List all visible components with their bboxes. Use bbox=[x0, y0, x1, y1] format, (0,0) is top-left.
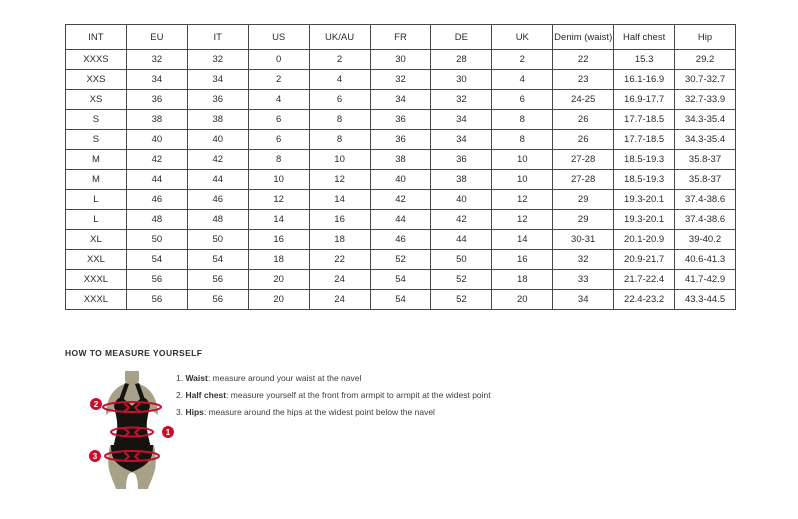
table-cell: 16.9-17.7 bbox=[614, 90, 675, 110]
step-number: 1. bbox=[176, 373, 186, 383]
table-cell: 29 bbox=[553, 210, 614, 230]
table-cell: 14 bbox=[492, 230, 553, 250]
table-cell: XXXL bbox=[66, 290, 127, 310]
table-cell: 10 bbox=[492, 170, 553, 190]
table-cell: 2 bbox=[492, 50, 553, 70]
table-cell: 38 bbox=[370, 150, 431, 170]
table-cell: 34 bbox=[187, 70, 248, 90]
table-cell: 50 bbox=[126, 230, 187, 250]
table-cell: 33 bbox=[553, 270, 614, 290]
step-text: : measure around your waist at the navel bbox=[207, 373, 362, 383]
waist-badge-number: 1 bbox=[165, 428, 171, 437]
size-chart-header-row bbox=[66, 25, 736, 50]
table-cell: 20 bbox=[492, 290, 553, 310]
table-cell: 40 bbox=[187, 130, 248, 150]
table-cell: 22 bbox=[309, 250, 370, 270]
bust-badge-number: 2 bbox=[93, 400, 99, 409]
table-cell: 18 bbox=[248, 250, 309, 270]
table-row bbox=[66, 250, 736, 270]
table-cell: 39-40.2 bbox=[675, 230, 736, 250]
table-cell: 20 bbox=[248, 290, 309, 310]
table-cell: 42 bbox=[431, 210, 492, 230]
table-cell: 50 bbox=[187, 230, 248, 250]
table-cell: 10 bbox=[248, 170, 309, 190]
table-cell: 40 bbox=[431, 190, 492, 210]
table-row bbox=[66, 50, 736, 70]
table-cell: 40 bbox=[126, 130, 187, 150]
table-cell: 42 bbox=[187, 150, 248, 170]
table-cell: 18 bbox=[492, 270, 553, 290]
table-cell: 14 bbox=[248, 210, 309, 230]
table-cell: 48 bbox=[187, 210, 248, 230]
table-cell: 22.4-23.2 bbox=[614, 290, 675, 310]
table-cell: 56 bbox=[126, 270, 187, 290]
column-header: UK/AU bbox=[309, 25, 370, 50]
table-cell: 21.7-22.4 bbox=[614, 270, 675, 290]
table-cell: 10 bbox=[309, 150, 370, 170]
table-cell: 16.1-16.9 bbox=[614, 70, 675, 90]
table-cell: 18 bbox=[309, 230, 370, 250]
measure-step bbox=[176, 408, 596, 417]
table-cell: 44 bbox=[370, 210, 431, 230]
table-cell: 18.5-19.3 bbox=[614, 150, 675, 170]
table-cell: 38 bbox=[431, 170, 492, 190]
table-row bbox=[66, 210, 736, 230]
table-cell: 22 bbox=[553, 50, 614, 70]
table-cell: 14 bbox=[309, 190, 370, 210]
table-cell: 8 bbox=[309, 130, 370, 150]
step-number: 2. bbox=[176, 390, 186, 400]
table-cell: 52 bbox=[431, 290, 492, 310]
table-cell: 38 bbox=[187, 110, 248, 130]
table-cell: 34.3-35.4 bbox=[675, 110, 736, 130]
step-number: 3. bbox=[176, 407, 186, 417]
column-header: FR bbox=[370, 25, 431, 50]
table-row bbox=[66, 150, 736, 170]
table-cell: 54 bbox=[370, 270, 431, 290]
step-label: Half chest bbox=[185, 390, 227, 400]
measure-steps bbox=[176, 374, 596, 425]
column-header: Hip bbox=[675, 25, 736, 50]
table-cell: 12 bbox=[248, 190, 309, 210]
table-cell: 48 bbox=[126, 210, 187, 230]
step-label: Waist bbox=[185, 373, 208, 383]
table-cell: 4 bbox=[248, 90, 309, 110]
column-header: Half chest bbox=[614, 25, 675, 50]
table-cell: 8 bbox=[492, 130, 553, 150]
table-cell: XS bbox=[66, 90, 127, 110]
table-cell: 32.7-33.9 bbox=[675, 90, 736, 110]
table-cell: 32 bbox=[370, 70, 431, 90]
mannequin-illustration bbox=[84, 371, 180, 489]
table-cell: 17.7-18.5 bbox=[614, 130, 675, 150]
mannequin-figure bbox=[84, 371, 180, 489]
table-cell: 46 bbox=[126, 190, 187, 210]
table-cell: S bbox=[66, 130, 127, 150]
table-cell: 20.9-21.7 bbox=[614, 250, 675, 270]
table-cell: 56 bbox=[126, 290, 187, 310]
table-cell: 8 bbox=[248, 150, 309, 170]
table-cell: 19.3-20.1 bbox=[614, 210, 675, 230]
table-cell: 36 bbox=[187, 90, 248, 110]
table-cell: 37.4-38.6 bbox=[675, 190, 736, 210]
table-cell: 32 bbox=[431, 90, 492, 110]
table-cell: 54 bbox=[370, 290, 431, 310]
table-row bbox=[66, 290, 736, 310]
measure-step bbox=[176, 374, 596, 383]
table-cell: 37.4-38.6 bbox=[675, 210, 736, 230]
table-cell: 34 bbox=[126, 70, 187, 90]
step-text: : measure yourself at the front from armpit to armpit at the widest point bbox=[226, 390, 491, 400]
table-cell: 30-31 bbox=[553, 230, 614, 250]
table-cell: 28 bbox=[431, 50, 492, 70]
table-cell: 34 bbox=[553, 290, 614, 310]
table-cell: 29 bbox=[553, 190, 614, 210]
table-cell: M bbox=[66, 170, 127, 190]
table-cell: 24-25 bbox=[553, 90, 614, 110]
table-cell: 34 bbox=[370, 90, 431, 110]
table-cell: 26 bbox=[553, 130, 614, 150]
table-cell: 34 bbox=[431, 110, 492, 130]
table-cell: 44 bbox=[187, 170, 248, 190]
table-cell: 32 bbox=[187, 50, 248, 70]
table-cell: 46 bbox=[187, 190, 248, 210]
table-cell: 23 bbox=[553, 70, 614, 90]
table-cell: 42 bbox=[126, 150, 187, 170]
table-cell: 2 bbox=[309, 50, 370, 70]
table-cell: 50 bbox=[431, 250, 492, 270]
table-cell: 17.7-18.5 bbox=[614, 110, 675, 130]
table-cell: 43.3-44.5 bbox=[675, 290, 736, 310]
table-cell: 46 bbox=[370, 230, 431, 250]
table-cell: 30 bbox=[370, 50, 431, 70]
table-cell: 16 bbox=[492, 250, 553, 270]
table-cell: 18.5-19.3 bbox=[614, 170, 675, 190]
table-cell: 30.7-32.7 bbox=[675, 70, 736, 90]
table-cell: 30 bbox=[431, 70, 492, 90]
column-header: US bbox=[248, 25, 309, 50]
table-cell: 8 bbox=[309, 110, 370, 130]
table-row bbox=[66, 130, 736, 150]
column-header: INT bbox=[66, 25, 127, 50]
table-cell: 56 bbox=[187, 270, 248, 290]
table-cell: 41.7-42.9 bbox=[675, 270, 736, 290]
table-cell: 20 bbox=[248, 270, 309, 290]
table-row bbox=[66, 230, 736, 250]
table-cell: 8 bbox=[492, 110, 553, 130]
table-cell: 34.3-35.4 bbox=[675, 130, 736, 150]
table-cell: 38 bbox=[126, 110, 187, 130]
table-cell: 36 bbox=[370, 110, 431, 130]
size-chart-body bbox=[66, 50, 736, 310]
hips-badge-number: 3 bbox=[92, 452, 98, 461]
table-cell: 16 bbox=[309, 210, 370, 230]
table-cell: XXXS bbox=[66, 50, 127, 70]
table-cell: L bbox=[66, 210, 127, 230]
table-cell: 44 bbox=[126, 170, 187, 190]
size-chart-table bbox=[65, 24, 736, 310]
table-cell: 52 bbox=[370, 250, 431, 270]
mannequin-neck bbox=[125, 371, 139, 385]
column-header: IT bbox=[187, 25, 248, 50]
table-cell: 12 bbox=[309, 170, 370, 190]
table-cell: 27-28 bbox=[553, 170, 614, 190]
table-cell: 2 bbox=[248, 70, 309, 90]
table-row bbox=[66, 270, 736, 290]
table-cell: 32 bbox=[126, 50, 187, 70]
table-cell: 10 bbox=[492, 150, 553, 170]
table-cell: 42 bbox=[370, 190, 431, 210]
table-cell: 32 bbox=[553, 250, 614, 270]
table-cell: 6 bbox=[309, 90, 370, 110]
table-cell: 54 bbox=[126, 250, 187, 270]
table-cell: XXS bbox=[66, 70, 127, 90]
table-cell: 40 bbox=[370, 170, 431, 190]
table-cell: XL bbox=[66, 230, 127, 250]
table-row bbox=[66, 190, 736, 210]
table-cell: 40.6-41.3 bbox=[675, 250, 736, 270]
measure-heading: HOW TO MEASURE YOURSELF bbox=[65, 348, 203, 358]
table-cell: XXL bbox=[66, 250, 127, 270]
table-cell: 6 bbox=[248, 110, 309, 130]
table-cell: 52 bbox=[431, 270, 492, 290]
table-cell: 35.8-37 bbox=[675, 150, 736, 170]
column-header: EU bbox=[126, 25, 187, 50]
table-cell: 24 bbox=[309, 290, 370, 310]
table-cell: 24 bbox=[309, 270, 370, 290]
step-label: Hips bbox=[185, 407, 204, 417]
table-cell: 35.8-37 bbox=[675, 170, 736, 190]
table-cell: 0 bbox=[248, 50, 309, 70]
table-cell: 56 bbox=[187, 290, 248, 310]
table-cell: S bbox=[66, 110, 127, 130]
table-cell: 6 bbox=[492, 90, 553, 110]
table-cell: XXXL bbox=[66, 270, 127, 290]
table-cell: 26 bbox=[553, 110, 614, 130]
step-text: : measure around the hips at the widest point below the navel bbox=[203, 407, 435, 417]
table-cell: 6 bbox=[248, 130, 309, 150]
table-cell: 29.2 bbox=[675, 50, 736, 70]
table-cell: 12 bbox=[492, 210, 553, 230]
table-cell: 34 bbox=[431, 130, 492, 150]
table-row bbox=[66, 170, 736, 190]
column-header: UK bbox=[492, 25, 553, 50]
measure-step bbox=[176, 391, 596, 400]
table-row bbox=[66, 90, 736, 110]
table-cell: 15.3 bbox=[614, 50, 675, 70]
table-cell: 54 bbox=[187, 250, 248, 270]
table-cell: 12 bbox=[492, 190, 553, 210]
table-cell: 44 bbox=[431, 230, 492, 250]
table-row bbox=[66, 70, 736, 90]
table-cell: L bbox=[66, 190, 127, 210]
table-cell: 36 bbox=[370, 130, 431, 150]
table-cell: 20.1-20.9 bbox=[614, 230, 675, 250]
table-cell: 4 bbox=[492, 70, 553, 90]
column-header: DE bbox=[431, 25, 492, 50]
table-cell: 16 bbox=[248, 230, 309, 250]
table-cell: 19.3-20.1 bbox=[614, 190, 675, 210]
column-header: Denim (waist) bbox=[553, 25, 614, 50]
table-cell: 36 bbox=[126, 90, 187, 110]
table-cell: 27-28 bbox=[553, 150, 614, 170]
table-cell: M bbox=[66, 150, 127, 170]
table-row bbox=[66, 110, 736, 130]
table-cell: 36 bbox=[431, 150, 492, 170]
table-cell: 4 bbox=[309, 70, 370, 90]
